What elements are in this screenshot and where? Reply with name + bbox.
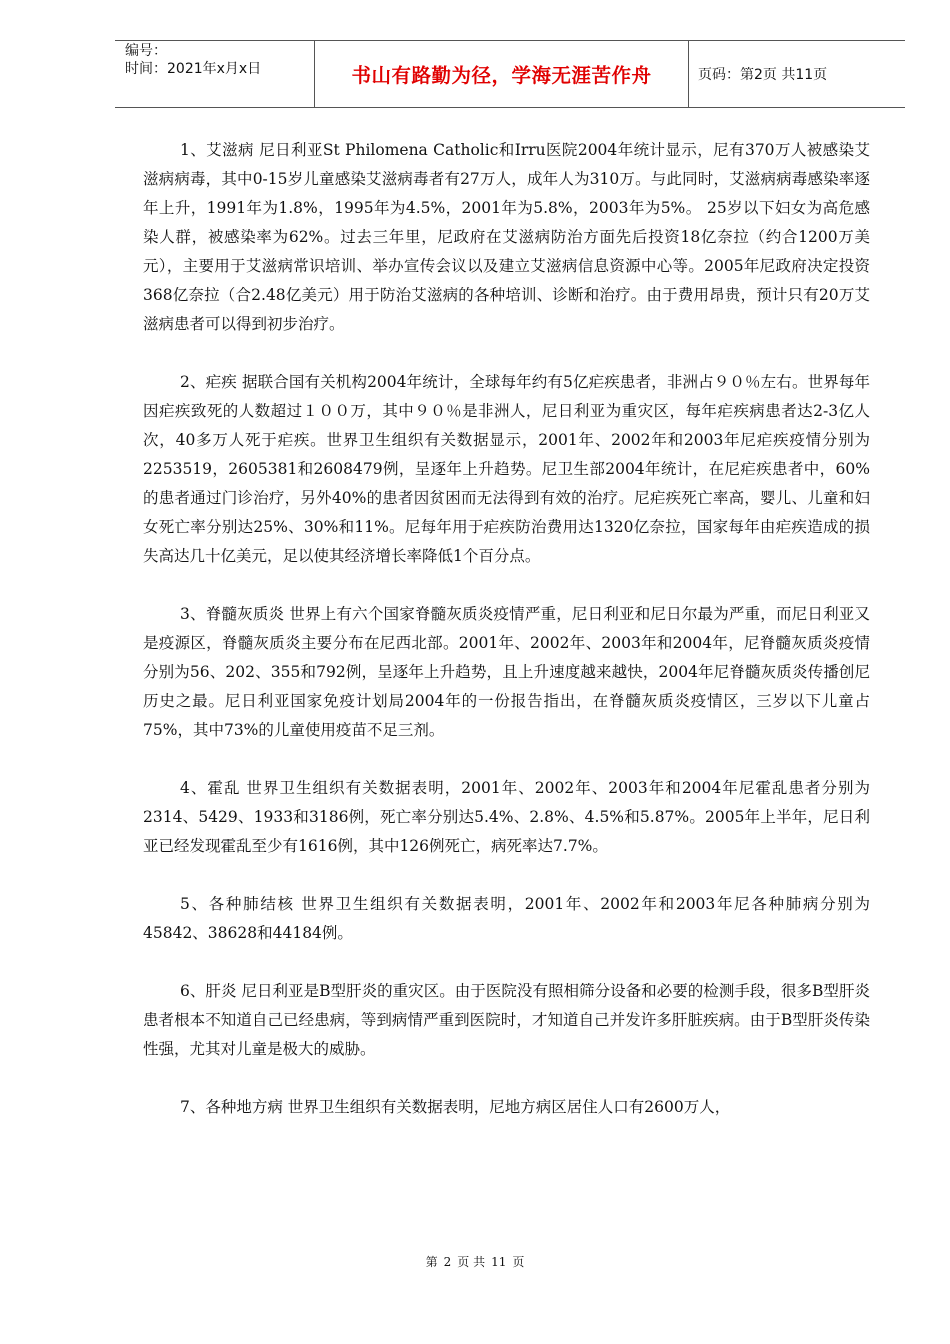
paragraph-hepatitis: 6、肝炎 尼日利亚是B型肝炎的重灾区。由于医院没有照相筛分设备和必要的检测手段，很多B型肝炎患者根本不知道自己已经患病，等到病情严重到医院时，才知道自己并发许多肝脏疾病。由于B型肝炎传染性强，尤其对儿童是极大的威胁。 xyxy=(143,982,870,1058)
document-number-label: 编号： xyxy=(125,43,167,59)
page-header xyxy=(115,40,905,108)
footer-page-number: 2 xyxy=(443,1255,452,1269)
header-page-info: 页码：第2页 共11页 xyxy=(698,67,828,83)
document-time-label: 时间：2021年x月x日 xyxy=(125,61,262,77)
paragraph-polio: 3、脊髓灰质炎 世界上有六个国家脊髓灰质炎疫情严重，尼日利亚和尼日尔最为严重，而尼日利亚又是疫源区，脊髓灰质炎主要分布在尼西北部。2001年、2002年、2003年和2004年，尼脊髓灰质炎疫情分别为56、202、355和792例，呈逐年上升趋势，且上升速度越来越快，2004年尼脊髓灰质炎传播创尼历史之最。尼日利亚国家免疫计划局2004年的一份报告指出，在脊髓灰质炎疫情区，三岁以下儿童占75%，其中73%的儿童使用疫苗不足三剂。 xyxy=(143,605,870,739)
paragraph-aids: 1、艾滋病 尼日利亚St Philomena Catholic和Irru医院2004年统计显示，尼有370万人被感染艾滋病病毒，其中0-15岁儿童感染艾滋病毒者有27万人，成年人为310万。与此同时，艾滋病病毒感染率逐年上升，1991年为1.8%，1995年为4.5%，2001年为5.8%，2003年为5%。 25岁以下妇女为高危感染人群，被感染率为62%。过去三年里，尼政府在艾滋病防治方面先后投资18亿奈拉（约合1200万美元），主要用于艾滋病常识培训、举办宣传会议以及建立艾滋病信息资源中心等。2005年尼政府决定投资368亿奈拉（合2.48亿美元）用于防治艾滋病的各种培训、诊断和治疗。由于费用昂贵，预计只有20万艾滋病患者可以得到初步治疗。 xyxy=(143,141,870,333)
paragraph-tuberculosis: 5、各种肺结核 世界卫生组织有关数据表明，2001年、2002年和2003年尼各种肺病分别为45842、38628和44184例。 xyxy=(143,895,870,942)
footer-suffix: 页 xyxy=(512,1255,525,1269)
footer-total-pages: 11 xyxy=(491,1255,507,1269)
paragraph-malaria: 2、疟疾 据联合国有关机构2004年统计，全球每年约有5亿疟疾患者，非洲占９０％左右。世界每年因疟疾致死的人数超过１００万，其中９０％是非洲人，尼日利亚为重灾区，每年疟疾病患者达2-3亿人次，40多万人死于疟疾。世界卫生组织有关数据显示，2001年、2002年和2003年尼疟疾疫情分别为2253519，2605381和2608479例，呈逐年上升趋势。尼卫生部2004年统计，在尼疟疾患者中，60%的患者通过门诊治疗，另外40%的患者因贫困而无法得到有效的治疗。尼疟疾死亡率高，婴儿、儿童和妇女死亡率分别达25%、30%和11%。尼每年用于疟疾防治费用达1320亿奈拉，国家每年由疟疾造成的损失高达几十亿美元，足以使其经济增长率降低1个百分点。 xyxy=(143,373,870,565)
paragraph-cholera: 4、霍乱 世界卫生组织有关数据表明，2001年、2002年、2003年和2004年尼霍乱患者分别为2314、5429、1933和3186例，死亡率分别达5.4%、2.8%、4.5%和5.87%。2005年上半年，尼日利亚已经发现霍乱至少有1616例，其中126例死亡，病死率达7.7%。 xyxy=(143,779,870,855)
header-slogan: 书山有路勤为径，学海无涯苦作舟 xyxy=(315,41,689,107)
footer-prefix: 第 xyxy=(425,1255,438,1269)
document-body xyxy=(143,136,870,1151)
header-meta xyxy=(115,41,315,107)
paragraph-endemic-diseases: 7、各种地方病 世界卫生组织有关数据表明，尼地方病区居住人口有2600万人， xyxy=(180,1098,731,1116)
footer-middle: 页 共 xyxy=(457,1255,486,1269)
page-footer xyxy=(0,1253,950,1270)
